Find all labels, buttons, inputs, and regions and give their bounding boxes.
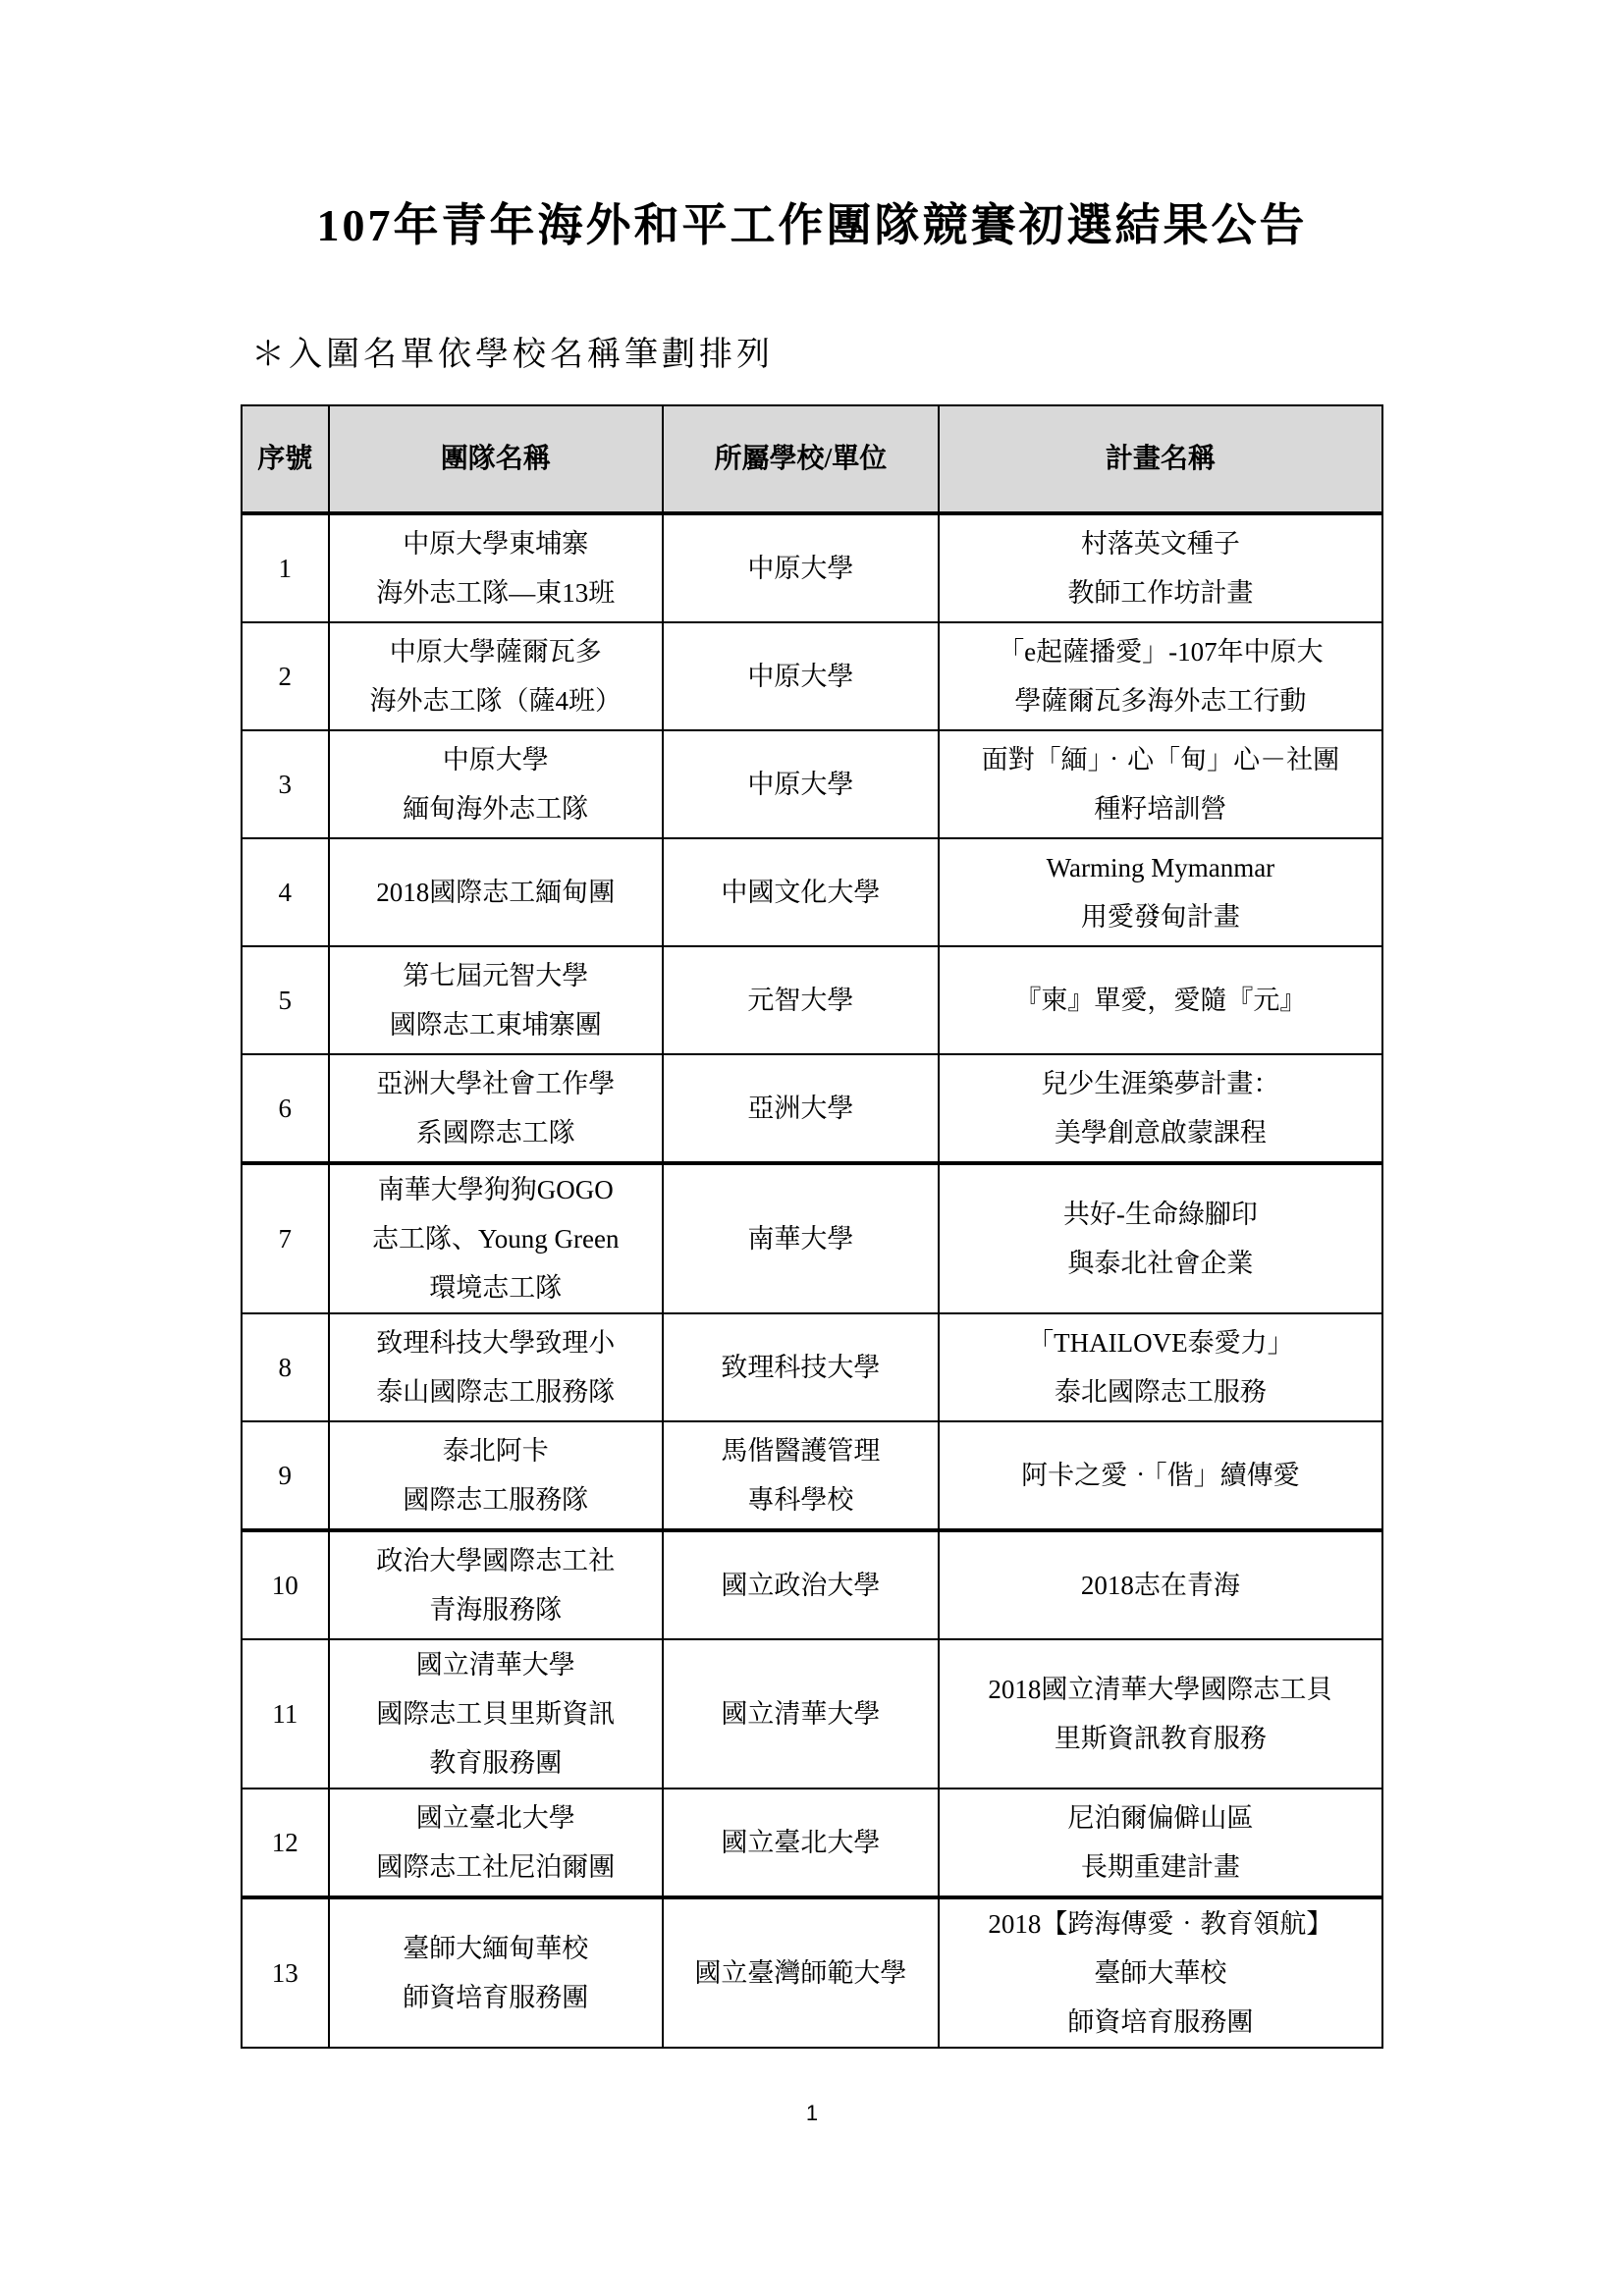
team-name-cell [329,622,663,730]
school-line: 亞洲大學 [747,1094,854,1123]
school-cell [663,1639,939,1789]
project-name-cell [939,622,1382,730]
team-name-line: 臺師大緬甸華校 [403,1934,589,1963]
school-line: 致理科技大學 [721,1353,881,1382]
project-name-line: 種籽培訓營 [1094,794,1227,824]
project-name-line: 泰北國際志工服務 [1054,1377,1267,1407]
header-serial-number: 序號 [242,405,329,513]
serial-number-cell: 6 [242,1054,329,1163]
team-name-cell [329,1313,663,1421]
project-name-line: 「THAILOVE泰愛力」 [1027,1328,1294,1358]
project-name-line: 阿卡之愛‧「偕」續傳愛 [1021,1461,1300,1490]
team-name-cell [329,513,663,622]
school-line: 元智大學 [747,986,854,1015]
team-name-line: 緬甸海外志工隊 [403,794,589,824]
serial-number-cell: 5 [242,946,329,1054]
project-name-line: 2018【跨海傳愛‧教育領航】 [988,1909,1333,1939]
team-name-cell [329,1163,663,1313]
project-name-line: 2018國立清華大學國際志工貝 [988,1675,1333,1704]
school-cell [663,1163,939,1313]
list-ordering-note: ＊入圍名單依學校名稱筆劃排列 [251,337,774,373]
project-name-line: 學薩爾瓦多海外志工行動 [1014,686,1307,716]
team-name-line: 海外志工隊（薩4班） [369,686,623,716]
team-name-line: 國際志工東埔寨團 [389,1010,602,1040]
project-name-cell [939,513,1382,622]
project-name-cell [939,1639,1382,1789]
header-school: 所屬學校/單位 [663,405,939,513]
table-body [242,513,1382,2048]
project-name-line: 尼泊爾偏僻山區 [1067,1803,1254,1833]
table-header-row [242,405,1382,513]
project-name-line: 兒少生涯築夢計畫： [1041,1069,1280,1098]
table-row [242,838,1382,946]
serial-number-cell: 11 [242,1639,329,1789]
serial-number-cell: 4 [242,838,329,946]
team-name-cell [329,1530,663,1639]
team-name-cell [329,838,663,946]
header-team-name: 團隊名稱 [329,405,663,513]
project-name-line: 面對「緬」‧心「甸」心－社團 [981,745,1340,774]
team-name-line: 青海服務隊 [429,1595,563,1625]
team-name-line: 國際志工貝里斯資訊 [376,1699,616,1729]
team-name-line: 亞洲大學社會工作學 [376,1069,616,1098]
project-name-cell [939,1054,1382,1163]
serial-number-cell: 2 [242,622,329,730]
table-row [242,946,1382,1054]
serial-number-cell: 3 [242,730,329,838]
project-name-cell [939,1897,1382,2048]
team-name-line: 中原大學薩爾瓦多 [389,637,602,667]
project-name-line: 師資培育服務團 [1067,2007,1254,2037]
team-name-line: 環境志工隊 [429,1273,563,1303]
team-name-line: 致理科技大學致理小 [376,1328,616,1358]
project-name-cell [939,1421,1382,1530]
project-name-line: 2018志在青海 [1080,1571,1240,1600]
team-name-line: 國際志工社尼泊爾團 [376,1852,616,1882]
school-cell [663,1789,939,1897]
table-row [242,622,1382,730]
project-name-line: 用愛發甸計畫 [1080,902,1240,932]
project-name-line: 村落英文種子 [1080,529,1240,559]
project-name-line: 里斯資訊教育服務 [1054,1724,1267,1753]
school-line: 南華大學 [747,1224,854,1254]
page-number: 1 [805,2101,819,2125]
project-name-cell [939,1163,1382,1313]
school-line: 國立臺北大學 [721,1828,881,1857]
team-name-line: 海外志工隊—東13班 [376,578,616,608]
school-cell [663,513,939,622]
school-line: 中原大學 [747,554,854,583]
table-row [242,1639,1382,1789]
team-name-line: 教育服務團 [429,1748,563,1778]
team-name-cell [329,730,663,838]
project-name-cell [939,730,1382,838]
team-name-line: 中原大學 [442,745,549,774]
school-cell [663,730,939,838]
school-cell [663,838,939,946]
project-name-line: 教師工作坊計畫 [1067,578,1254,608]
project-name-line: 『柬』單愛，愛隨『元』 [1014,986,1307,1015]
school-line: 國立政治大學 [721,1571,881,1600]
table-row [242,1054,1382,1163]
team-name-line: 泰山國際志工服務隊 [376,1377,616,1407]
serial-number-cell: 7 [242,1163,329,1313]
school-line: 專科學校 [747,1485,854,1515]
team-name-cell [329,1639,663,1789]
project-name-cell [939,1789,1382,1897]
school-cell [663,946,939,1054]
team-name-line: 第七屆元智大學 [403,961,589,990]
team-name-line: 南華大學狗狗GOGO [377,1175,614,1204]
table-row [242,1421,1382,1530]
team-name-line: 中原大學東埔寨 [403,529,589,559]
project-name-line: 共好-生命綠腳印 [1062,1200,1258,1229]
table-row [242,1897,1382,2048]
team-name-cell [329,946,663,1054]
project-name-cell [939,946,1382,1054]
team-name-line: 師資培育服務團 [403,1983,589,2012]
serial-number-cell: 12 [242,1789,329,1897]
table-row [242,1789,1382,1897]
project-name-cell [939,838,1382,946]
team-name-line: 系國際志工隊 [415,1118,575,1148]
serial-number-cell: 10 [242,1530,329,1639]
school-line: 國立臺灣師範大學 [694,1958,907,1988]
school-cell [663,622,939,730]
school-line: 國立清華大學 [721,1699,881,1729]
project-name-line: 長期重建計畫 [1080,1852,1240,1882]
team-name-cell [329,1421,663,1530]
header-project-name: 計畫名稱 [939,405,1382,513]
school-line: 中原大學 [747,662,854,691]
school-line: 中國文化大學 [721,878,881,907]
team-name-line: 政治大學國際志工社 [376,1546,616,1575]
project-name-line: 美學創意啟蒙課程 [1054,1118,1267,1148]
serial-number-cell: 13 [242,1897,329,2048]
results-table [241,404,1383,2049]
table-row [242,513,1382,622]
team-name-cell [329,1789,663,1897]
table-row [242,1163,1382,1313]
team-name-line: 泰北阿卡 [442,1436,549,1466]
team-name-line: 國際志工服務隊 [403,1485,589,1515]
project-name-cell [939,1530,1382,1639]
team-name-cell [329,1897,663,2048]
project-name-line: Warming Mymanmar [1046,853,1275,882]
school-cell [663,1054,939,1163]
team-name-line: 志工隊、Young Green [372,1224,620,1254]
serial-number-cell: 9 [242,1421,329,1530]
school-line: 馬偕醫護管理 [721,1436,881,1466]
project-name-cell [939,1313,1382,1421]
table-row [242,1313,1382,1421]
serial-number-cell: 8 [242,1313,329,1421]
project-name-line: 與泰北社會企業 [1067,1249,1254,1278]
table-row [242,1530,1382,1639]
team-name-line: 國立清華大學 [415,1650,575,1680]
project-name-line: 「e起薩播愛」-107年中原大 [998,637,1324,667]
table-row [242,730,1382,838]
serial-number-cell: 1 [242,513,329,622]
project-name-line: 臺師大華校 [1094,1958,1227,1988]
page-title: 107年青年海外和平工作團隊競賽初選結果公告 [316,200,1308,250]
school-cell [663,1421,939,1530]
team-name-line: 2018國際志工緬甸團 [376,878,616,907]
school-cell [663,1313,939,1421]
team-name-line: 國立臺北大學 [415,1803,575,1833]
school-line: 中原大學 [747,770,854,799]
school-cell [663,1530,939,1639]
team-name-cell [329,1054,663,1163]
school-cell [663,1897,939,2048]
